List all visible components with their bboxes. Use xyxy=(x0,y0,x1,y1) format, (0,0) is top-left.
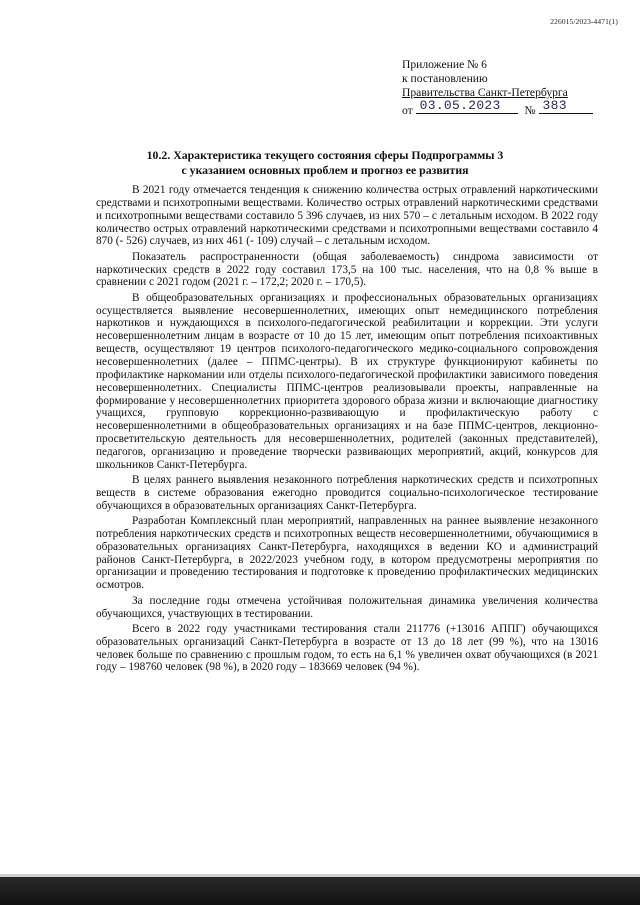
body-text xyxy=(96,184,598,677)
section-heading-line-2: с указанием основных проблем и прогноз ее развития xyxy=(181,163,469,177)
date-value: 03.05.2023 xyxy=(419,98,501,114)
document-id: 226015/2023-4471(1) xyxy=(550,17,618,26)
paragraph-testing-system: В целях раннего выявления незаконного потребления наркотических средств и психотропных веществ в системе образования ежегодно проводится социально-психологическое тестирование обучающихся в образовательных организациях Санкт-Петербурга. xyxy=(96,474,598,512)
date-prefix: от xyxy=(402,103,413,117)
paragraph-testing-totals: Всего в 2022 году участниками тестирования стали 211776 (+13016 АППГ) обучающихся образовательных организаций Санкт-Петербурга в возрасте от 13 до 18 лет (99 %), что на 13016 человек больше по сравнению с прошлым годом, то есть на 6,1 % увеличен охват обучающихся (в 2021 году – 198760 человек (98 %), в 2020 году – 183669 человек (94 %). xyxy=(96,622,598,674)
paragraph-positive-dynamics: За последние годы отмечена устойчивая положительная динамика увеличения количества обучающихся, участвующих в тестировании. xyxy=(96,594,598,620)
appendix-title: Приложение № 6 xyxy=(402,58,487,71)
number-value: 383 xyxy=(542,98,567,114)
paragraph-prevalence: Показатель распространенности (общая заболеваемость) синдрома зависимости от наркотических средств в 2022 году составил 173,5 на 100 тыс. населения, что на 0,8 % выше в сравнении с 2021 годом (2021 г. – 172,2; 2020 г. – 170,5). xyxy=(96,250,598,289)
paragraph-ppms-centers: В общеобразовательных организациях и профессиональных образовательных организациях осуществляется выявление несовершеннолетних, имеющих опыт немедицинского потребления наркотиков и нуждающихся в психолого-педагогической реабилитации и коррекции. Эти услуги несовершеннолетним лицам в возрасте от 10 до 15 лет, имеющим опыт потребления психоактивных веществ, осуществляют 19 центров психолого-педагогического медико-социального сопровождения несовершеннолетних (далее – ППМС-центры). В их структуре функционируют кабинеты по профилактике наркомании или отделы психолого-педагогической профилактики зависимого поведения несовершеннолетних. Специалисты ППМС-центров реализовывали проекты, направленные на формирование у несовершеннолетних приоритета здорового образа жизни и включающие диагностику учащихся, групповую коррекционно-развивающую и профилактическую работу с несовершеннолетними в общеобразовательных организациях и на базе ППМС-центров, лекционно-просветительскую деятельность для несовершеннолетних, родителей (законных представителей), педагогов, организацию и проведение творчески развивающих мероприятий, акций, конкурсов для школьников Санкт-Петербурга. xyxy=(96,291,598,471)
scan-shadow-bar xyxy=(0,877,640,905)
paragraph-poisoning-stats: В 2021 году отмечается тенденция к снижению количества острых отравлений наркотическими средствами и психотропными веществами. Количество острых отравлений наркотическими средствами и психотропными веществами составило 5 396 случаев, из них 570 – с летальным исходом. В 2022 году количество острых отравлений наркотическими средствами и психотропными веществами составило 4 870 (- 526) случаев, из них 461 (- 109) случай – с летальным исходом. xyxy=(96,184,598,248)
appendix-block xyxy=(402,58,602,118)
paragraph-complex-plan: Разработан Комплексный план мероприятий, направленных на раннее выявление незаконного потребления наркотических средств и психотропных веществ несовершеннолетними, обучающимися в образовательных организациях Санкт-Петербурга, находящихся в ведении КО и администраций районов Санкт-Петербурга, в 2022/2023 учебном году, в котором предусмотрены мероприятия по организации и проведению тестирования и подготовке к проведению профилактических медицинских осмотров. xyxy=(96,515,598,592)
number-prefix: № xyxy=(524,103,536,117)
section-heading xyxy=(95,148,555,178)
appendix-issuer: Правительства Санкт-Петербурга xyxy=(402,86,568,100)
number-field xyxy=(539,98,593,114)
appendix-date-line xyxy=(402,98,602,118)
appendix-reference: к постановлению xyxy=(402,72,488,86)
section-heading-line-1: 10.2. Характеристика текущего состояния сферы Подпрограммы 3 xyxy=(146,148,504,162)
date-field xyxy=(416,98,518,114)
